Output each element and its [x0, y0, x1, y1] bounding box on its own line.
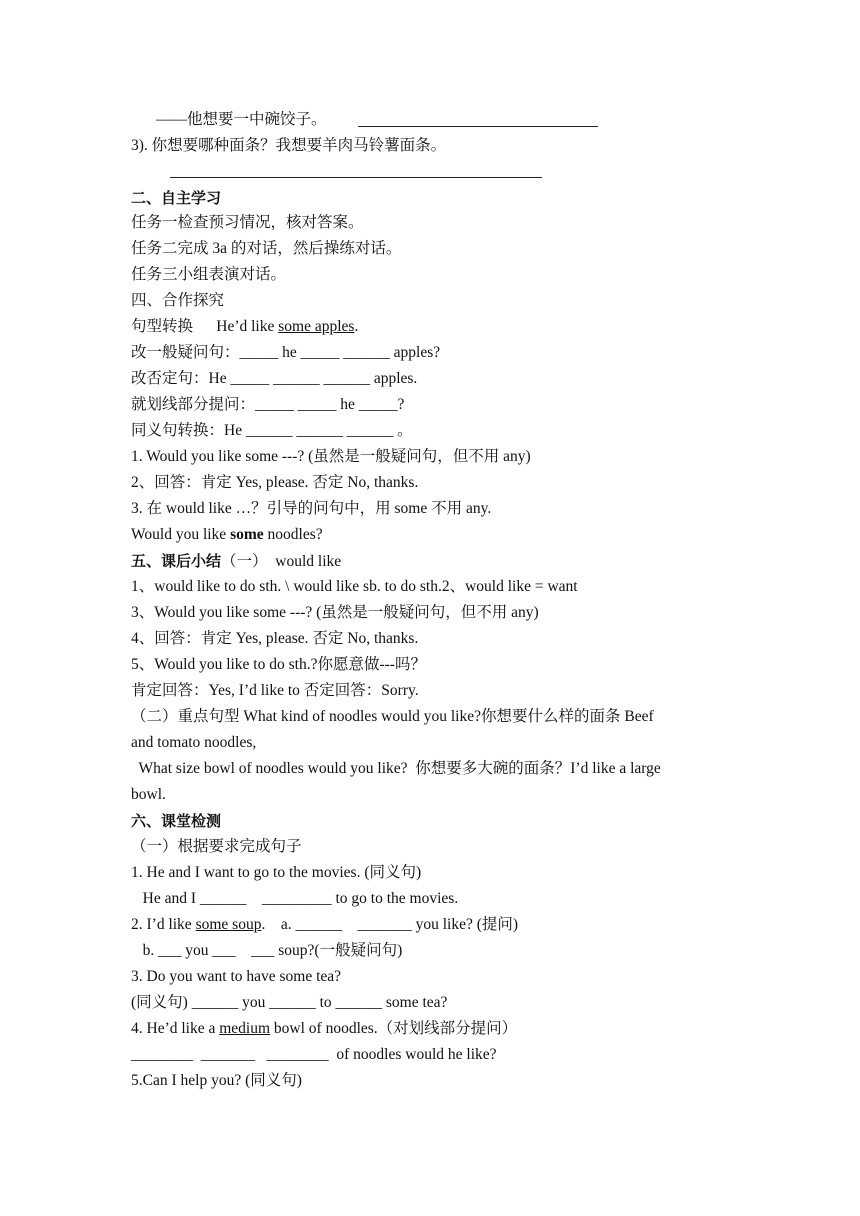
- exercise-3-answer: (同义句) ______ you ______ to ______ some tea?: [131, 994, 448, 1011]
- summary-2: 3、Would you like some ---? (虽然是一般疑问句，但不用 any): [131, 604, 539, 621]
- section-5-title: [131, 551, 341, 572]
- summary-8: What size bowl of noodles would you like? 你想要多大碗的面条？I’d like a large: [131, 760, 661, 777]
- exercise-2-part-b: b. ___ you ___ ___ soup?(一般疑问句): [131, 942, 403, 959]
- note-2: 2、回答：肯定 Yes, please. 否定 No, thanks.: [131, 474, 419, 491]
- exercise-2-b: . a. ______ _______ you like? (提问): [261, 916, 519, 933]
- answer-blank-1: [358, 126, 598, 127]
- section-6-subtitle: （一）根据要求完成句子: [131, 838, 302, 855]
- exercise-4-a: 4. He’d like a: [131, 1020, 220, 1037]
- pattern-end: .: [354, 318, 359, 335]
- question-yes-no: 改一般疑问句：_____ he _____ ______ apples?: [131, 344, 441, 361]
- note-4-a: Would you like: [131, 526, 231, 543]
- note-4: [131, 525, 323, 545]
- exercise-4: [131, 1019, 517, 1039]
- exercise-4-underlined: medium: [219, 1020, 271, 1037]
- answer-blank-2: [170, 177, 542, 178]
- question-negative: 改否定句：He _____ ______ ______ apples.: [131, 370, 418, 387]
- summary-6: （二）重点句型 What kind of noodles would you like?你想要什么样的面条 Beef: [131, 708, 654, 725]
- section-5-subtitle: （一） would like: [221, 553, 342, 570]
- pattern-underlined: some apples: [278, 318, 355, 335]
- question-synonym: 同义句转换：He ______ ______ ______ 。: [131, 422, 413, 439]
- summary-5: 肯定回答：Yes, I’d like to 否定回答：Sorry.: [131, 682, 419, 699]
- exercise-4-b: bowl of noodles.（对划线部分提问）: [270, 1020, 518, 1037]
- exercise-5: 5.Can I help you? (同义句): [131, 1072, 302, 1089]
- top-line-2: 3). 你想要哪种面条？我想要羊肉马铃薯面条。: [131, 137, 447, 154]
- exercise-1: 1. He and I want to go to the movies. (同义句): [131, 864, 422, 881]
- summary-3: 4、回答：肯定 Yes, please. 否定 No, thanks.: [131, 630, 419, 647]
- exercise-1-answer: He and I ______ _________ to go to the movies.: [131, 890, 459, 907]
- note-3: 3. 在 would like …？引导的问句中，用 some 不用 any.: [131, 500, 492, 517]
- pattern-text: 句型转换 He’d like: [131, 318, 279, 335]
- exercise-4-answer: ________ _______ ________ of noodles would he like?: [131, 1046, 497, 1063]
- top-line-1: ——他想要一中碗饺子。: [156, 111, 327, 128]
- section-2-title: 二、自主学习: [131, 189, 222, 207]
- summary-7: and tomato noodles,: [131, 734, 257, 751]
- summary-4: 5、Would you like to do sth.?你愿意做---吗？: [131, 656, 426, 673]
- note-1: 1. Would you like some ---? (虽然是一般疑问句，但不用 any): [131, 448, 531, 465]
- summary-9: bowl.: [131, 786, 166, 803]
- task-3: 任务三小组表演对话。: [131, 266, 287, 283]
- exercise-2: [131, 915, 518, 935]
- section-4-title: 四、合作探究: [131, 292, 225, 309]
- summary-1: 1、would like to do sth. \ would like sb. to do sth.2、would like = want: [131, 578, 578, 595]
- task-2: 任务二完成 3a 的对话，然后操练对话。: [131, 240, 402, 257]
- exercise-2-a: 2. I’d like: [131, 916, 196, 933]
- exercise-2-underlined: some soup: [195, 916, 262, 933]
- question-underlined: 就划线部分提问：_____ _____ he _____?: [131, 396, 405, 413]
- exercise-3: 3. Do you want to have some tea?: [131, 968, 342, 985]
- section-5-heading: 五、课后小结: [131, 552, 222, 570]
- task-1: 任务一检查预习情况，核对答案。: [131, 214, 364, 231]
- section-6-title: 六、课堂检测: [131, 812, 222, 830]
- note-4-c: noodles?: [263, 526, 323, 543]
- note-4-bold: some: [230, 526, 264, 543]
- pattern-line: [131, 317, 358, 337]
